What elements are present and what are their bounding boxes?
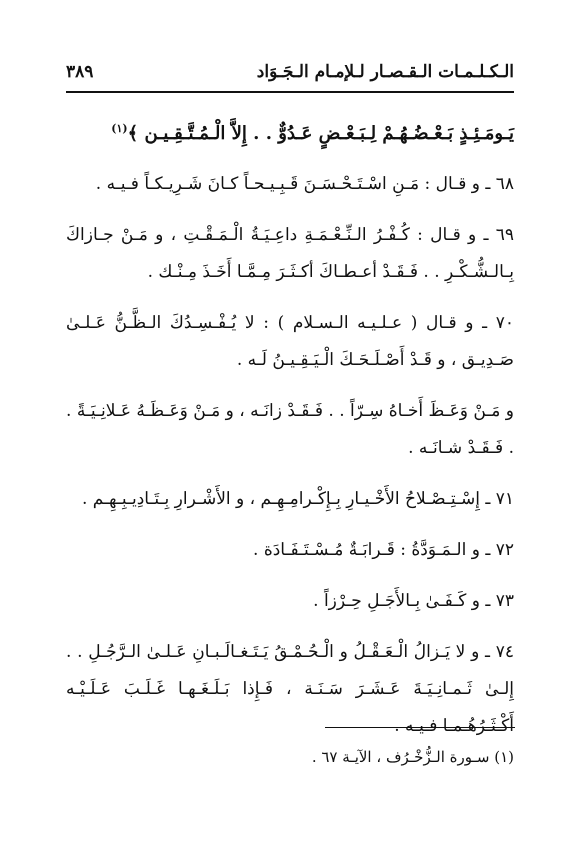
saying-70: ٧٠ ـ و قـال ( عـلـيـه الـسـلام ) : لا يُـفْـسِـدُكَ الـظَّـنُّ عَـلـىٰ صَـدِيـق ، و قَـدْ أَصْـلَـحَـكَ الْـيَـقِـيـنُ لَـه . (66, 313, 514, 370)
footnote: (١) سـورة الـزُّخْـرُف ، الآيـة ٦٧ . (311, 748, 514, 766)
saying-70-continued: و مَـنْ وَعَـظَ أَخـاهُ سِـرّاً . . فَـقَـدْ زانَـه ، و مَـنْ وَعَـظَـهُ عَـلانِـيَـةً . . فَـقَـدْ شـانَـه . (66, 401, 514, 458)
quran-verse-line (66, 110, 514, 152)
header-title: الـكـلـمـات الـقـصـار لـلإمـام الـجَـوَاد (256, 62, 514, 82)
running-header (66, 58, 514, 88)
saying-72: ٧٢ ـ و الـمَـوَدَّةُ : قَـرابَـةٌ مُـسْـتَـفَـادَة . (253, 540, 514, 560)
saying-73: ٧٣ ـ و كَـفَـىٰ بِـالأَجَـلِ حِـرْزاً . (313, 591, 514, 611)
saying-69: ٦٩ ـ و قـال : كُـفْـرُ الـنِّـعْـمَـةِ داعِـيَـةُ الْـمَـقْـتِ ، و مَـنْ جـازاكَ بِـالـشُّـكْـرِ . . فَـقَـدْ أعـطـاكَ أكـثَـرَ مِـمَّـا أَخَـذَ مِـنْـك . (66, 225, 514, 282)
header-divider (66, 91, 514, 93)
footnote-marker: (١) (111, 122, 128, 135)
saying-68: ٦٨ ـ و قـال : مَـنِ اسْـتَـحْـسَـنَ قَـبِـيـحـاً كـانَ شَـرِيـكـاً فـيـه . (95, 174, 514, 194)
saying-74: ٧٤ ـ و لا يَـزالُ الْـعَـقْـلُ و الْـحُـمْـقُ يَـتَـغـالَـبـانِ عَـلـىٰ الـرَّجُـلِ . . إِلـىٰ ثَـمـانِـيَـةَ عَـشَـرَ سَـنَـة ، فَـإِذا بَـلَـغَـهـا غَـلَـبَ عَـلَـيْـه أَكْـثَـرُهُـمـا فـيـه . (66, 642, 514, 736)
page-number: ٣٨٩ (66, 62, 94, 82)
quran-verse-text: يَـومَـئِـذٍ بَـعْـضُـهُـمْ لِـبَـعْـضٍ عَـدُوٌّ . . إِلاَّ الْـمُـتَّـقِـيـن ﴾ (127, 123, 514, 144)
saying-71: ٧١ ـ إِسْـتِـصْـلاحُ الأَخْـيـارِ بِـإِكْـرامِـهِـم ، و الأَشْـرارِ بِـتَـادِيـبِـهِـم . (81, 489, 514, 509)
page-body (66, 110, 514, 759)
footnote-divider (325, 727, 515, 728)
